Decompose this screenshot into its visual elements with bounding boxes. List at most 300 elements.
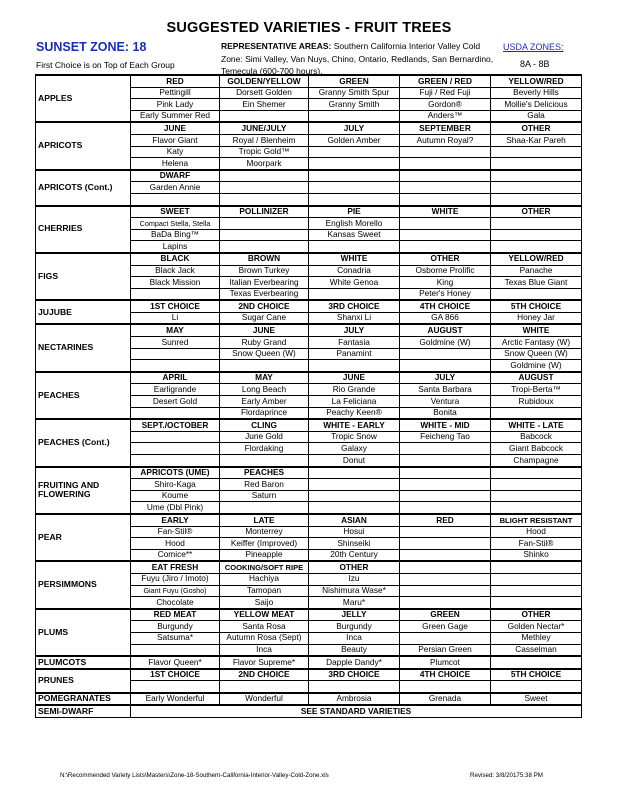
variety-cell: [309, 193, 400, 205]
group-label: NECTARINES: [36, 324, 131, 371]
variety-cell: [400, 229, 491, 241]
column-header-cell: GREEN: [400, 609, 491, 621]
column-header-cell: BLIGHT RESISTANT: [491, 514, 582, 526]
variety-cell: [491, 158, 582, 170]
variety-cell: [491, 479, 582, 491]
variety-cell: [491, 502, 582, 514]
column-header-cell: OTHER: [309, 561, 400, 573]
variety-cell: [491, 597, 582, 609]
variety-cell: [400, 526, 491, 538]
variety-cell: Osborne Prolific: [400, 265, 491, 277]
variety-cell: [491, 241, 582, 253]
column-header-cell: AUGUST: [491, 372, 582, 384]
variety-cell: Kansas Sweet: [309, 229, 400, 241]
variety-cell: [400, 218, 491, 230]
group-label: POMEGRANATES: [36, 693, 131, 706]
column-header-cell: WHITE: [309, 253, 400, 265]
variety-cell: [309, 241, 400, 253]
variety-cell: [400, 193, 491, 205]
variety-cell: English Morello: [309, 218, 400, 230]
column-header-cell: YELLOW MEAT: [220, 609, 309, 621]
variety-cell: [131, 455, 220, 467]
variety-cell: [220, 229, 309, 241]
variety-cell: Flordaking: [220, 443, 309, 455]
variety-cell: Texas Everbearing: [220, 288, 309, 300]
variety-cell: Grenada: [400, 693, 491, 706]
group-label: APRICOTS (Cont.): [36, 170, 131, 206]
variety-cell: Hachiya: [220, 573, 309, 585]
variety-cell: Hosui: [309, 526, 400, 538]
table-row: [36, 514, 582, 526]
variety-cell: [309, 479, 400, 491]
variety-cell: Sugar Cane: [220, 312, 309, 324]
variety-cell: [309, 158, 400, 170]
variety-cell: [400, 502, 491, 514]
variety-cell: Peachy Keen®: [309, 407, 400, 419]
group-label: PLUMCOTS: [36, 656, 131, 669]
column-header-cell: 3RD CHOICE: [309, 669, 400, 681]
variety-cell: Long Beach: [220, 384, 309, 396]
table-row: [36, 693, 582, 706]
variety-cell: [400, 348, 491, 360]
column-header-cell: OTHER: [491, 122, 582, 134]
variety-cell: Sunred: [131, 337, 220, 349]
variety-cell: [131, 431, 220, 443]
column-header-cell: [491, 467, 582, 479]
column-header-cell: MAY: [131, 324, 220, 336]
variety-cell: Texas Blue Giant: [491, 277, 582, 289]
variety-cell: [400, 490, 491, 502]
column-header-cell: WHITE: [491, 324, 582, 336]
column-header-cell: SEPTEMBER: [400, 122, 491, 134]
variety-cell: Autumn Rosa (Sept): [220, 632, 309, 644]
variety-cell: Shanxi Li: [309, 312, 400, 324]
group-label: FIGS: [36, 253, 131, 300]
variety-cell: [491, 585, 582, 597]
column-header-cell: [400, 170, 491, 182]
variety-cell: [309, 288, 400, 300]
variety-cell: Flordaprince: [220, 407, 309, 419]
variety-cell: Flavor Giant: [131, 134, 220, 146]
variety-cell: Mollie's Delicious: [491, 99, 582, 111]
variety-cell: [131, 360, 220, 372]
variety-cell: [131, 644, 220, 656]
column-header-cell: [491, 170, 582, 182]
column-header-cell: LATE: [220, 514, 309, 526]
table-row: [36, 656, 582, 669]
variety-cell: Koume: [131, 490, 220, 502]
variety-cell: Giant Babcock: [491, 443, 582, 455]
variety-cell: Snow Queen (W): [220, 348, 309, 360]
variety-cell: Shaa-Kar Pareh: [491, 134, 582, 146]
variety-cell: Shiro-Kaga: [131, 479, 220, 491]
column-header-cell: WHITE - LATE: [491, 419, 582, 431]
variety-cell: Golden Amber: [309, 134, 400, 146]
column-header-cell: WHITE - EARLY: [309, 419, 400, 431]
variety-cell: Peter's Honey: [400, 288, 491, 300]
variety-cell: [400, 681, 491, 693]
column-header-cell: BROWN: [220, 253, 309, 265]
variety-cell: Goldmine (W): [491, 360, 582, 372]
variety-cell: Champagne: [491, 455, 582, 467]
column-header-cell: [400, 467, 491, 479]
variety-cell: Brown Turkey: [220, 265, 309, 277]
variety-cell: Saijo: [220, 597, 309, 609]
variety-cell: [491, 146, 582, 158]
group-label: PERSIMMONS: [36, 561, 131, 608]
group-label: PEACHES: [36, 372, 131, 419]
variety-cell: [400, 455, 491, 467]
column-header-cell: COOKING/SOFT RIPE: [220, 561, 309, 573]
variety-cell: Nishimura Wase*: [309, 585, 400, 597]
variety-cell: Beauty: [309, 644, 400, 656]
column-header-cell: JUNE: [220, 324, 309, 336]
variety-cell: 20th Century: [309, 549, 400, 561]
column-header-cell: [400, 561, 491, 573]
variety-cell: Gordon®: [400, 99, 491, 111]
column-header-cell: JULY: [400, 372, 491, 384]
column-header-cell: OTHER: [400, 253, 491, 265]
variety-cell: BaDa Bing™: [131, 229, 220, 241]
variety-cell: [400, 241, 491, 253]
column-header-cell: OTHER: [491, 609, 582, 621]
table-row: [36, 253, 582, 265]
variety-cell: [491, 407, 582, 419]
variety-cell: [400, 360, 491, 372]
variety-cell: [491, 573, 582, 585]
column-header-cell: JUNE: [131, 122, 220, 134]
table-row: [36, 122, 582, 134]
column-header-cell: MAY: [220, 372, 309, 384]
variety-cell: Fuyu (Jiro / Imoto): [131, 573, 220, 585]
variety-cell: Ume (Dbl Pink): [131, 502, 220, 514]
variety-cell: [309, 360, 400, 372]
variety-cell: Fuji / Red Fuji: [400, 87, 491, 99]
variety-cell: Panamint: [309, 348, 400, 360]
variety-cell: Snow Queen (W): [491, 348, 582, 360]
variety-cell: Tropic Snow: [309, 431, 400, 443]
variety-cell: Saturn: [220, 490, 309, 502]
column-header-cell: AUGUST: [400, 324, 491, 336]
footer-file-path: N:\Recommended Variety Lists\Masters\Zone-18-Southern-California-Interior-Valley-Cold-Zone.xls: [60, 772, 329, 779]
variety-cell: [220, 455, 309, 467]
variety-cell: Black Mission: [131, 277, 220, 289]
variety-cell: Flavor Queen*: [131, 656, 220, 669]
variety-cell: Rio Grande: [309, 384, 400, 396]
sunset-zone-label: SUNSET ZONE: 18: [36, 40, 147, 54]
column-header-cell: BLACK: [131, 253, 220, 265]
variety-cell: Galaxy: [309, 443, 400, 455]
variety-cell: Green Gage: [400, 621, 491, 633]
variety-cell: [131, 681, 220, 693]
column-header-cell: JULY: [309, 122, 400, 134]
column-header-cell: APRICOTS (UME): [131, 467, 220, 479]
variety-cell: [309, 502, 400, 514]
column-header-cell: APRIL: [131, 372, 220, 384]
variety-cell: Tamopan: [220, 585, 309, 597]
variety-cell: Comice**: [131, 549, 220, 561]
usda-zones-value: 8A - 8B: [520, 59, 550, 69]
variety-cell: Honey Jar: [491, 312, 582, 324]
table-row: [36, 561, 582, 573]
variety-cell: Wonderful: [220, 693, 309, 706]
variety-cell: Burgundy: [131, 621, 220, 633]
column-header-cell: JULY: [309, 324, 400, 336]
variety-cell: Dorsett Golden: [220, 87, 309, 99]
column-header-cell: [220, 170, 309, 182]
variety-cell: [491, 182, 582, 194]
variety-cell: Inca: [220, 644, 309, 656]
variety-cell: Giant Fuyu (Gosho): [131, 585, 220, 597]
group-label: PLUMS: [36, 609, 131, 656]
column-header-cell: RED MEAT: [131, 609, 220, 621]
column-header-cell: 1ST CHOICE: [131, 669, 220, 681]
variety-cell: Golden Nectar*: [491, 621, 582, 633]
variety-cell: [220, 681, 309, 693]
column-header-cell: 2ND CHOICE: [220, 300, 309, 312]
column-header-cell: [309, 170, 400, 182]
variety-cell: Hood: [131, 538, 220, 550]
column-header-cell: JELLY: [309, 609, 400, 621]
variety-cell: [131, 193, 220, 205]
column-header-cell: RED: [131, 75, 220, 87]
variety-cell: [400, 538, 491, 550]
column-header-cell: GREEN: [309, 75, 400, 87]
variety-cell: [131, 348, 220, 360]
variety-cell: Flavor Supreme*: [220, 656, 309, 669]
variety-cell: Izu: [309, 573, 400, 585]
variety-cell: Santa Barbara: [400, 384, 491, 396]
variety-cell: White Genoa: [309, 277, 400, 289]
variety-cell: Black Jack: [131, 265, 220, 277]
variety-cell: Li: [131, 312, 220, 324]
variety-cell: [309, 110, 400, 122]
variety-cell: [309, 182, 400, 194]
variety-cell: [131, 443, 220, 455]
variety-cell: Autumn Royal?: [400, 134, 491, 146]
column-header-cell: OTHER: [491, 206, 582, 218]
variety-cell: Satsuma*: [131, 632, 220, 644]
variety-cell: [400, 146, 491, 158]
variety-cell: [400, 182, 491, 194]
table-row: [36, 170, 582, 182]
variety-cell: Fan-Stil®: [491, 538, 582, 550]
variety-cell: Royal / Blenheim: [220, 134, 309, 146]
variety-cell: [220, 110, 309, 122]
variety-cell: Monterrey: [220, 526, 309, 538]
column-header-cell: 5TH CHOICE: [491, 669, 582, 681]
variety-cell: Ambrosia: [309, 693, 400, 706]
column-header-cell: JUNE: [309, 372, 400, 384]
variety-cell: Burgundy: [309, 621, 400, 633]
group-label: JUJUBE: [36, 300, 131, 324]
variety-cell: Persian Green: [400, 644, 491, 656]
variety-cell: Italian Everbearing: [220, 277, 309, 289]
variety-cell: Ventura: [400, 396, 491, 408]
variety-cell: [309, 490, 400, 502]
variety-cell: GA 866: [400, 312, 491, 324]
column-header-cell: 5TH CHOICE: [491, 300, 582, 312]
variety-cell: Fantasia: [309, 337, 400, 349]
variety-cell: Babcock: [491, 431, 582, 443]
column-header-cell: PIE: [309, 206, 400, 218]
variety-cell: Plumcot: [400, 656, 491, 669]
table-row: [36, 206, 582, 218]
column-header-cell: 3RD CHOICE: [309, 300, 400, 312]
variety-cell: Early Amber: [220, 396, 309, 408]
variety-cell: [491, 218, 582, 230]
page-title: SUGGESTED VARIETIES - FRUIT TREES: [166, 20, 452, 36]
column-header-cell: DWARF: [131, 170, 220, 182]
variety-cell: Compact Stella, Stella: [131, 218, 220, 230]
variety-cell: [131, 407, 220, 419]
table-row: [36, 609, 582, 621]
group-label: FRUITING AND FLOWERING: [36, 467, 131, 514]
variety-cell: [491, 229, 582, 241]
group-label: PEAR: [36, 514, 131, 561]
varieties-table: [35, 74, 582, 718]
column-header-cell: EAT FRESH: [131, 561, 220, 573]
variety-cell: [400, 632, 491, 644]
column-header-cell: GREEN / RED: [400, 75, 491, 87]
variety-cell: [491, 288, 582, 300]
column-header-cell: 4TH CHOICE: [400, 669, 491, 681]
variety-cell: La Feliciana: [309, 396, 400, 408]
variety-cell: [220, 182, 309, 194]
group-label: PRUNES: [36, 669, 131, 693]
variety-cell: Pink Lady: [131, 99, 220, 111]
variety-cell: [309, 681, 400, 693]
variety-cell: [220, 218, 309, 230]
variety-cell: Pettingill: [131, 87, 220, 99]
variety-cell: Maru*: [309, 597, 400, 609]
group-label: APPLES: [36, 75, 131, 122]
column-header-cell: ASIAN: [309, 514, 400, 526]
footer-revised: Revised: 3/8/20175:38 PM: [470, 772, 543, 779]
column-header-cell: 4TH CHOICE: [400, 300, 491, 312]
column-header-cell: WHITE - MID: [400, 419, 491, 431]
variety-cell: Pineapple: [220, 549, 309, 561]
column-header-cell: GOLDEN/YELLOW: [220, 75, 309, 87]
variety-cell: Early Summer Red: [131, 110, 220, 122]
column-header-cell: RED: [400, 514, 491, 526]
variety-cell: [400, 573, 491, 585]
column-header-cell: EARLY: [131, 514, 220, 526]
variety-cell: Early Wonderful: [131, 693, 220, 706]
variety-cell: [491, 656, 582, 669]
variety-cell: Moorpark: [220, 158, 309, 170]
column-header-cell: CLING: [220, 419, 309, 431]
column-header-cell: 1ST CHOICE: [131, 300, 220, 312]
table-row: [36, 467, 582, 479]
column-header-cell: YELLOW/RED: [491, 75, 582, 87]
variety-cell: Casselman: [491, 644, 582, 656]
variety-cell: [400, 549, 491, 561]
variety-cell: Rubidoux: [491, 396, 582, 408]
usda-zones-link[interactable]: USDA ZONES:: [503, 42, 564, 52]
variety-cell: Tropi-Berta™: [491, 384, 582, 396]
variety-cell: Fan-Stil®: [131, 526, 220, 538]
variety-cell: [491, 193, 582, 205]
table-row: [36, 705, 582, 717]
variety-cell: Arctic Fantasy (W): [491, 337, 582, 349]
variety-cell: [220, 193, 309, 205]
table-row: [36, 324, 582, 336]
table-row: [36, 372, 582, 384]
variety-cell: Granny Smith Spur: [309, 87, 400, 99]
variety-cell: [400, 158, 491, 170]
group-label: CHERRIES: [36, 206, 131, 253]
variety-cell: Goldmine (W): [400, 337, 491, 349]
table-row: [36, 669, 582, 681]
variety-cell: Ein Shemer: [220, 99, 309, 111]
representative-areas-text: Southern California Interior Valley Cold Zone: Simi Valley, Van Nuys, Chino, Ontario, Redlands, San Bernardino, Temecula (600-700 hours).: [221, 41, 494, 76]
variety-cell: Feicheng Tao: [400, 431, 491, 443]
variety-cell: Hood: [491, 526, 582, 538]
column-header-cell: SEPT./OCTOBER: [131, 419, 220, 431]
variety-cell: Earligrande: [131, 384, 220, 396]
variety-cell: Garden Annie: [131, 182, 220, 194]
column-header-cell: [309, 467, 400, 479]
variety-cell: [400, 443, 491, 455]
variety-cell: Donut: [309, 455, 400, 467]
column-header-cell: YELLOW/RED: [491, 253, 582, 265]
column-header-cell: SEE STANDARD VARIETIES: [131, 705, 582, 717]
variety-cell: [400, 479, 491, 491]
variety-cell: Tropic Gold™: [220, 146, 309, 158]
variety-cell: Anders™: [400, 110, 491, 122]
group-label: PEACHES (Cont.): [36, 419, 131, 466]
variety-cell: Chocolate: [131, 597, 220, 609]
column-header-cell: SWEET: [131, 206, 220, 218]
variety-cell: Shinseiki: [309, 538, 400, 550]
group-label: SEMI-DWARF: [36, 705, 131, 717]
variety-cell: Lapins: [131, 241, 220, 253]
variety-cell: Methley: [491, 632, 582, 644]
variety-cell: Beverly Hills: [491, 87, 582, 99]
table-row: [36, 419, 582, 431]
table-row: [36, 300, 582, 312]
variety-cell: [220, 502, 309, 514]
variety-cell: Helena: [131, 158, 220, 170]
variety-cell: [220, 241, 309, 253]
variety-cell: [491, 490, 582, 502]
first-choice-note: First Choice is on Top of Each Group: [36, 60, 175, 70]
variety-cell: Conadria: [309, 265, 400, 277]
variety-cell: Panache: [491, 265, 582, 277]
column-header-cell: WHITE: [400, 206, 491, 218]
variety-cell: Shinko: [491, 549, 582, 561]
variety-cell: [400, 597, 491, 609]
representative-areas-label: REPRESENTATIVE AREAS:: [221, 41, 332, 51]
variety-cell: June Gold: [220, 431, 309, 443]
column-header-cell: JUNE/JULY: [220, 122, 309, 134]
column-header-cell: PEACHES: [220, 467, 309, 479]
representative-areas: [221, 40, 496, 78]
variety-cell: Bonita: [400, 407, 491, 419]
variety-cell: Katy: [131, 146, 220, 158]
variety-cell: Granny Smith: [309, 99, 400, 111]
variety-cell: Gala: [491, 110, 582, 122]
variety-cell: Red Baron: [220, 479, 309, 491]
variety-cell: King: [400, 277, 491, 289]
variety-cell: Santa Rosa: [220, 621, 309, 633]
variety-cell: Sweet: [491, 693, 582, 706]
variety-cell: [309, 146, 400, 158]
variety-cell: Dapple Dandy*: [309, 656, 400, 669]
variety-cell: Desert Gold: [131, 396, 220, 408]
variety-cell: Keiffer (Improved): [220, 538, 309, 550]
